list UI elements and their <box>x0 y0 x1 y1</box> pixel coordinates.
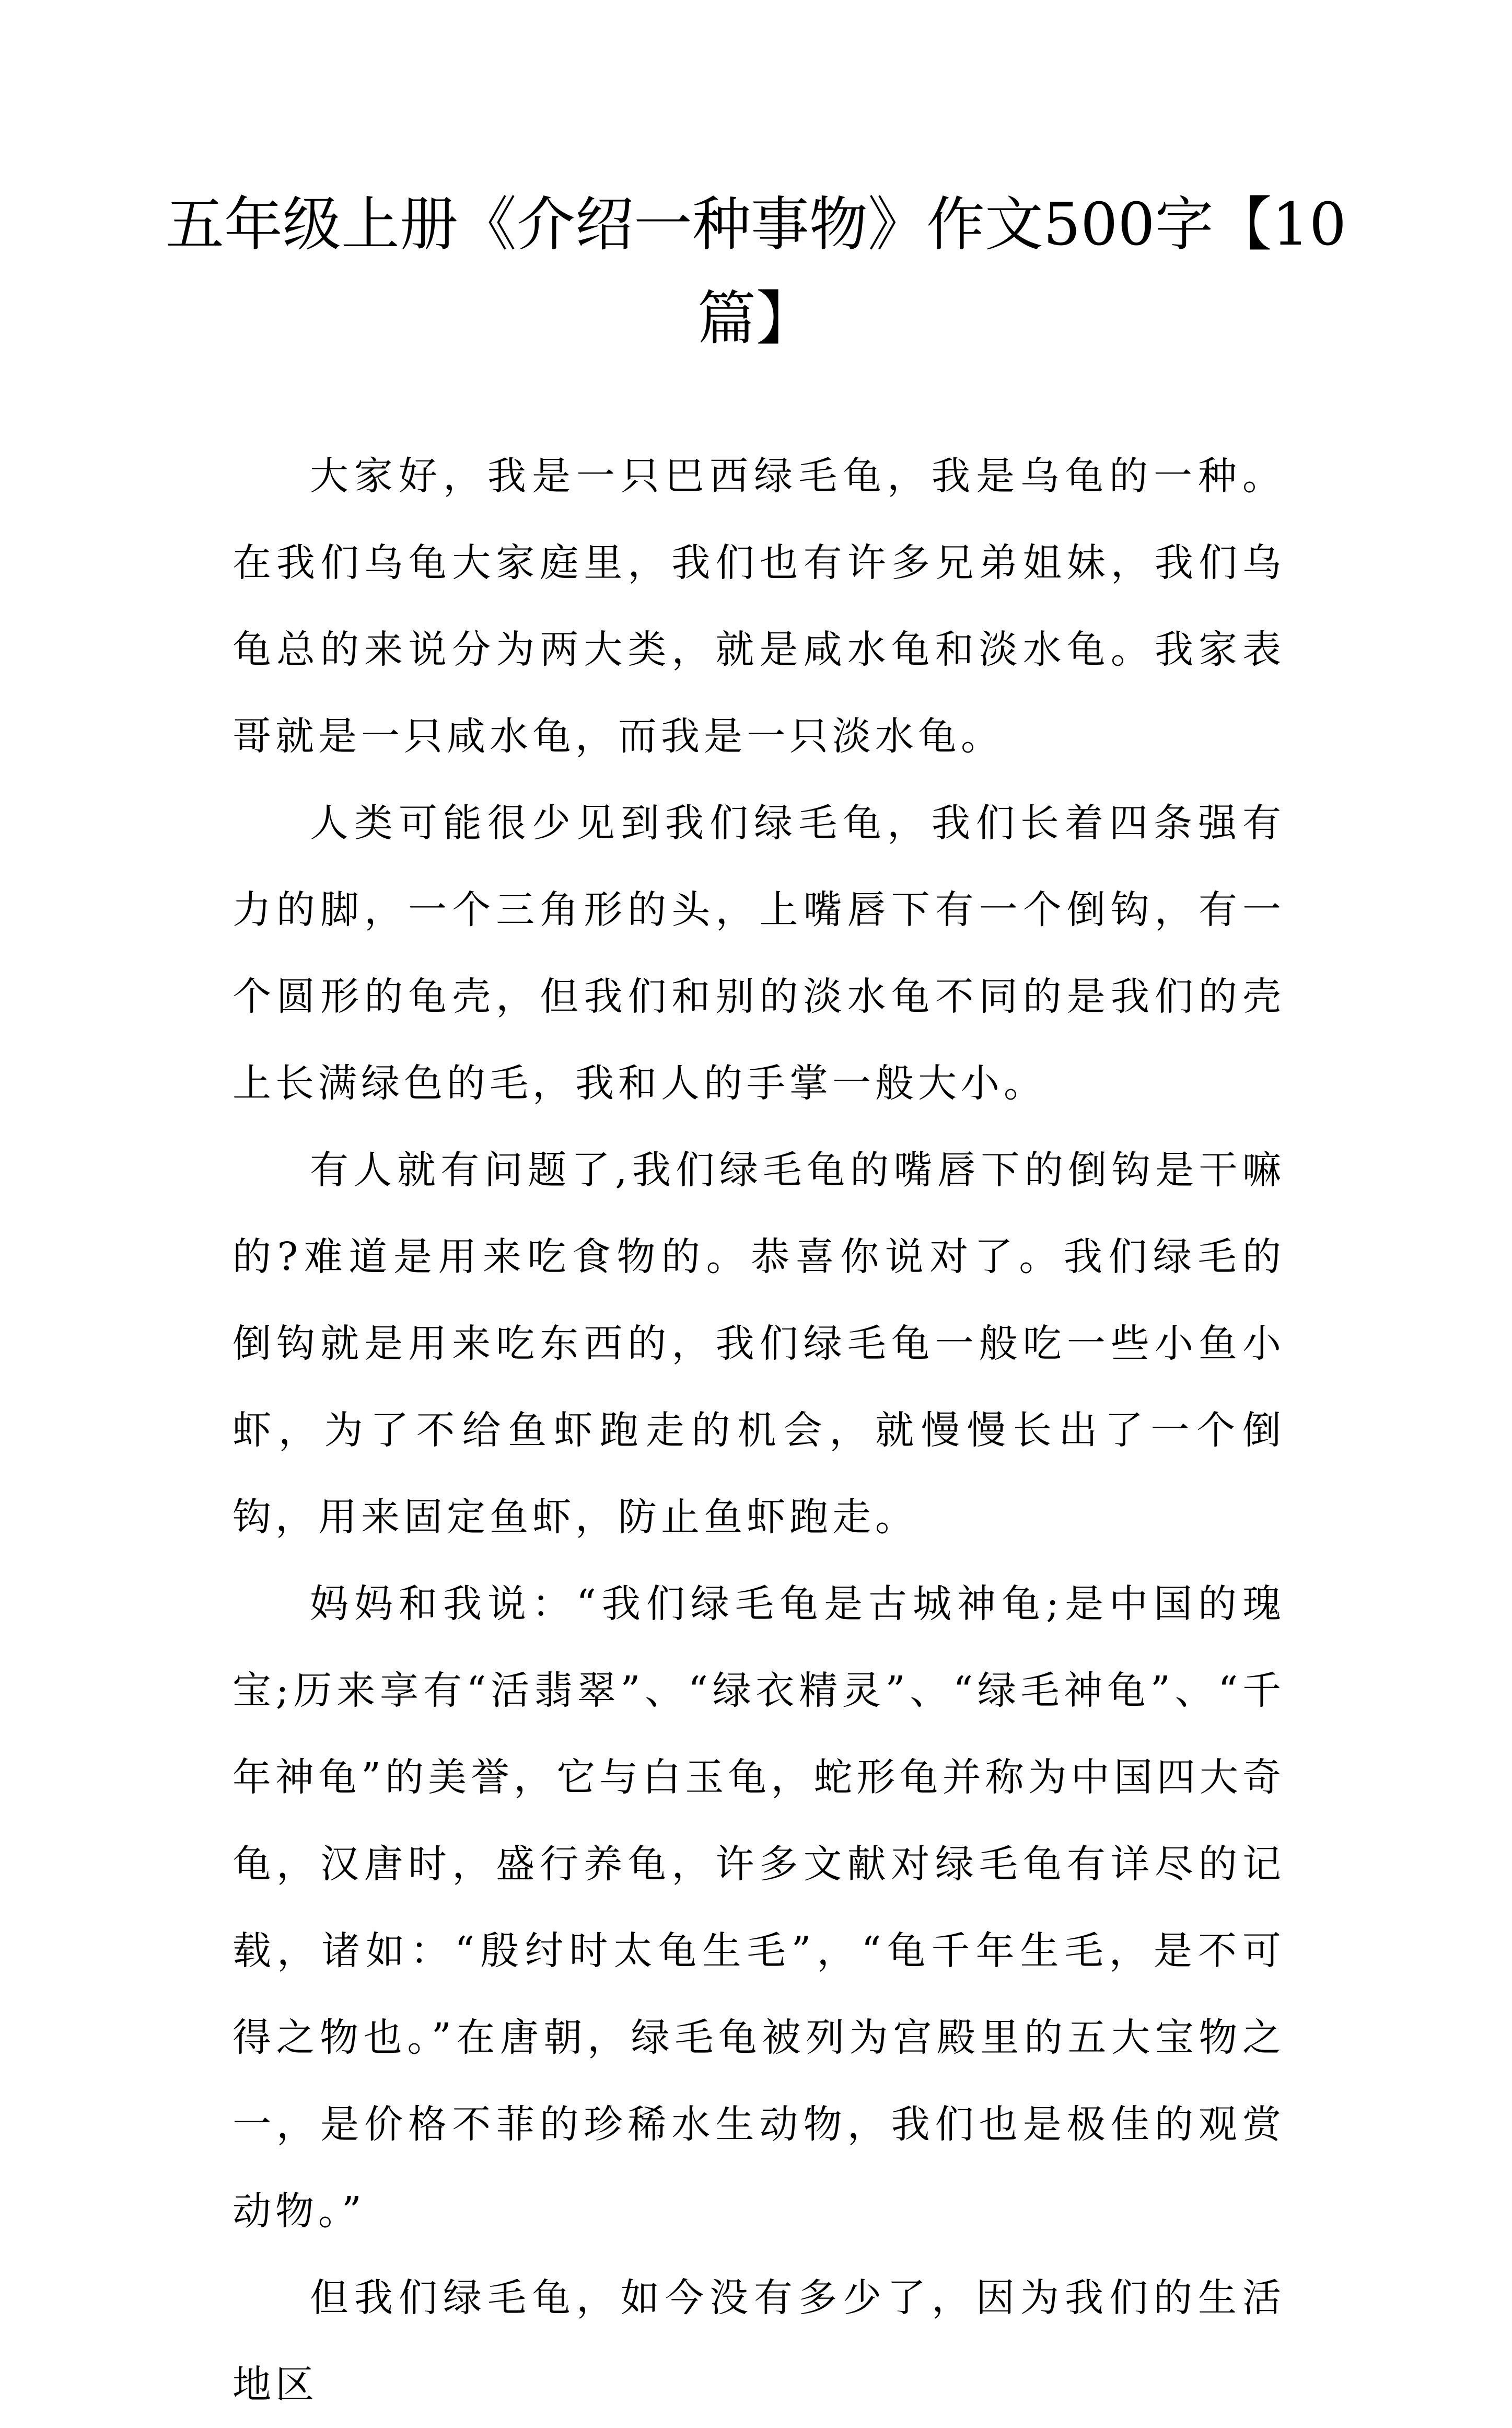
paragraph: 妈妈和我说：“我们绿毛龟是古城神龟;是中国的瑰宝;历来享有“活翡翠”、“绿衣精灵”、“绿毛神龟”、“千年神龟”的美誉，它与白玉龟，蛇形龟并称为中国四大奇龟，汉唐时，盛行养龟，许多文献对绿毛龟有详尽的记载，诸如：“殷纣时太龟生毛”，“龟千年生毛，是不可得之物也。”在唐朝，绿毛龟被列为宫殿里的五大宝物之一，是价格不菲的珍稀水生动物，我们也是极佳的观赏动物。” <box>232 1581 1285 2234</box>
paragraph: 有人就有问题了,我们绿毛龟的嘴唇下的倒钩是干嘛的?难道是用来吃食物的。恭喜你说对了。我们绿毛的倒钩就是用来吃东西的，我们绿毛龟一般吃一些小鱼小虾，为了不给鱼虾跑走的机会，就慢慢长出了一个倒钩，用来固定鱼虾，防止鱼虾跑走。 <box>232 1148 1285 1540</box>
document-body <box>232 433 1285 2428</box>
paragraph: 但我们绿毛龟，如今没有多少了，因为我们的生活地区 <box>232 2275 1285 2407</box>
document-title: 五年级上册《介绍一种事物》作文500字【10篇】 <box>165 191 1347 353</box>
paragraph: 大家好，我是一只巴西绿毛龟，我是乌龟的一种。在我们乌龟大家庭里，我们也有许多兄弟姐妹，我们乌龟总的来说分为两大类，就是咸水龟和淡水龟。我家表哥就是一只咸水龟，而我是一只淡水龟。 <box>232 454 1285 759</box>
paragraph: 人类可能很少见到我们绿毛龟，我们长着四条强有力的脚，一个三角形的头，上嘴唇下有一个倒钩，有一个圆形的龟壳，但我们和别的淡水龟不同的是我们的壳上长满绿色的毛，我和人的手掌一般大小。 <box>232 801 1285 1106</box>
